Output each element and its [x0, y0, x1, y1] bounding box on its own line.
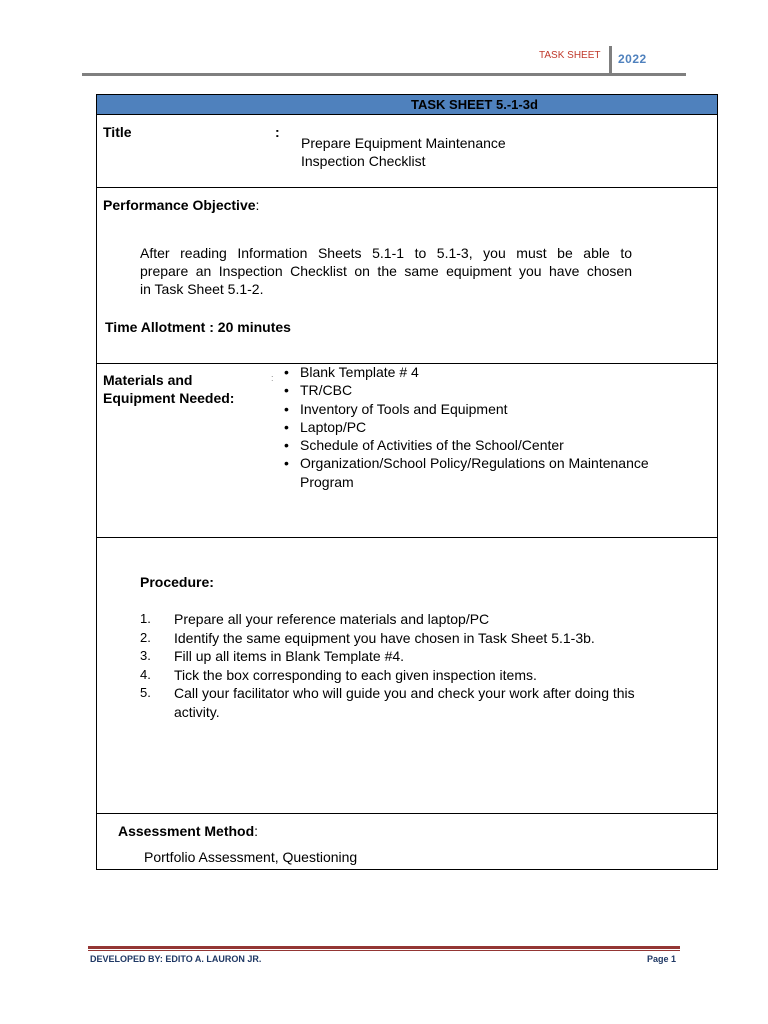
list-item: • Blank Template # 4 [283, 363, 649, 381]
materials-colon: : [271, 373, 274, 383]
footer-rule-thin [88, 950, 680, 951]
footer-developer-name: EDITO A. LAURON JR. [165, 954, 262, 964]
step-text: Fill up all items in Blank Template #4. [174, 648, 405, 664]
objective-text [140, 244, 632, 298]
footer-developer [90, 954, 261, 964]
step-text: Identify the same equipment you have chosen in Task Sheet 5.1-3b. [174, 629, 595, 646]
title-label: Title [103, 124, 132, 140]
step-number: 1. [140, 611, 151, 626]
title-line-2: Inspection Checklist [301, 153, 426, 169]
title-line-1: Prepare Equipment Maintenance [301, 135, 506, 151]
assessment-heading [118, 822, 258, 840]
list-item: • Organization/School Policy/Regulations on Maintenance [283, 454, 649, 472]
objective-colon: : [255, 197, 260, 213]
list-item: • Inventory of Tools and Equipment [283, 400, 649, 418]
sheet-heading: TASK SHEET 5.-1-3d [411, 97, 538, 112]
step-text: Tick the box corresponding to each given inspection items. [174, 666, 537, 683]
materials-label-line-2: Equipment Needed: [103, 390, 235, 406]
time-allotment: Time Allotment : 20 minutes [105, 319, 291, 335]
list-item: • TR/CBC [283, 381, 649, 399]
row-divider [97, 537, 717, 538]
assessment-value: Portfolio Assessment, Questioning [144, 849, 358, 865]
step-number: 3. [140, 648, 151, 663]
objective-heading [103, 196, 259, 214]
list-item [140, 666, 680, 685]
header-label: TASK SHEET [539, 50, 601, 61]
objective-label: Performance Objective [103, 197, 256, 213]
materials-list [283, 363, 649, 473]
step-text: activity. [174, 703, 220, 720]
list-item [140, 629, 680, 648]
footer-rule [88, 946, 680, 949]
materials-item-continuation: Program [300, 474, 354, 490]
list-item [140, 647, 680, 666]
header-rule [82, 73, 686, 76]
step-number: 2. [140, 629, 151, 645]
objective-line-3: in Task Sheet 5.1-2. [140, 281, 264, 297]
title-colon: : [275, 124, 280, 140]
procedure-label: Procedure: [140, 574, 214, 590]
materials-label-line-1: Materials and [103, 372, 193, 388]
objective-line-1: After reading Information Sheets 5.1-1 to 5.1-3, you must be able to [140, 245, 632, 261]
list-item [140, 610, 680, 629]
assessment-colon: : [254, 823, 259, 839]
list-item: • Schedule of Activities of the School/Center [283, 436, 649, 454]
sheet-heading-band [97, 95, 717, 115]
list-item [140, 703, 680, 722]
assessment-label: Assessment Method [118, 823, 255, 839]
procedure-list [140, 610, 680, 721]
footer-page-number: Page 1 [647, 954, 677, 964]
list-item [140, 684, 680, 703]
step-text: Call your facilitator who will guide you and check your work after doing this [174, 685, 635, 701]
row-divider [97, 187, 717, 188]
header-year: 2022 [618, 52, 647, 66]
task-sheet-table [96, 94, 718, 870]
step-number: 5. [140, 685, 151, 700]
step-text: Prepare all your reference materials and laptop/PC [174, 611, 490, 627]
row-divider [97, 813, 717, 814]
step-number: 4. [140, 666, 151, 682]
objective-line-2: prepare an Inspection Checklist on the same equipment you have chosen [140, 263, 632, 279]
footer-developer-prefix: DEVELOPED BY: [90, 954, 166, 964]
list-item: • Laptop/PC [283, 418, 649, 436]
header-separator [609, 46, 612, 74]
